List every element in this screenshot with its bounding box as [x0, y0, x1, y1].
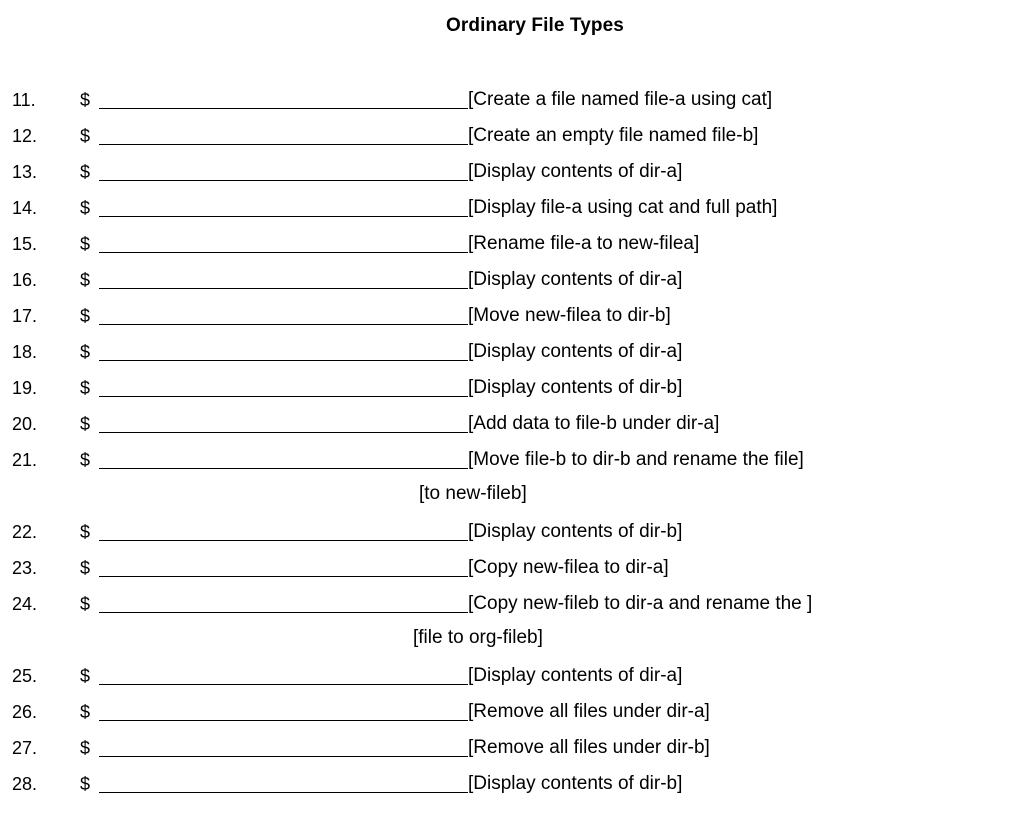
item-description: [Display contents of dir-a] [468, 665, 683, 686]
answer-blank[interactable] [99, 756, 468, 757]
shell-prompt: $ [80, 594, 91, 614]
list-item [0, 588, 1024, 624]
item-number: 26. [12, 702, 38, 722]
answer-blank[interactable] [99, 180, 468, 181]
answer-blank[interactable] [99, 612, 468, 613]
item-number: 12. [12, 126, 38, 146]
shell-prompt: $ [80, 774, 91, 794]
shell-prompt: $ [80, 450, 91, 470]
item-number: 27. [12, 738, 38, 758]
list-item [0, 300, 1024, 336]
answer-blank[interactable] [99, 540, 468, 541]
page-title: Ordinary File Types [446, 15, 624, 36]
item-number: 22. [12, 522, 38, 542]
list-item [0, 336, 1024, 372]
answer-blank[interactable] [99, 324, 468, 325]
item-number: 28. [12, 774, 38, 794]
item-description: [Remove all files under dir-a] [468, 701, 710, 722]
item-number: 16. [12, 270, 38, 290]
answer-blank[interactable] [99, 144, 468, 145]
shell-prompt: $ [80, 738, 91, 758]
list-item [0, 84, 1024, 120]
item-description: [Display contents of dir-a] [468, 341, 683, 362]
list-item [0, 228, 1024, 264]
answer-blank[interactable] [99, 576, 468, 577]
item-description-continuation [0, 480, 1024, 516]
list-item [0, 264, 1024, 300]
item-description: [Display contents of dir-a] [468, 269, 683, 290]
list-item [0, 192, 1024, 228]
worksheet-list [0, 84, 1024, 804]
shell-prompt: $ [80, 378, 91, 398]
answer-blank[interactable] [99, 432, 468, 433]
answer-blank[interactable] [99, 216, 468, 217]
item-number: 15. [12, 234, 38, 254]
answer-blank[interactable] [99, 288, 468, 289]
answer-blank[interactable] [99, 108, 468, 109]
item-number: 20. [12, 414, 38, 434]
answer-blank[interactable] [99, 252, 468, 253]
answer-blank[interactable] [99, 792, 468, 793]
list-item [0, 444, 1024, 480]
item-number: 18. [12, 342, 38, 362]
item-number: 24. [12, 594, 38, 614]
shell-prompt: $ [80, 126, 91, 146]
item-number: 19. [12, 378, 38, 398]
shell-prompt: $ [80, 90, 91, 110]
item-description: [Rename file-a to new-filea] [468, 233, 700, 254]
item-number: 23. [12, 558, 38, 578]
item-number: 21. [12, 450, 38, 470]
shell-prompt: $ [80, 306, 91, 326]
item-description: [Move new-filea to dir-b] [468, 305, 671, 326]
item-number: 11. [12, 90, 36, 110]
item-number: 17. [12, 306, 38, 326]
list-item [0, 768, 1024, 804]
list-item [0, 120, 1024, 156]
shell-prompt: $ [80, 198, 91, 218]
shell-prompt: $ [80, 342, 91, 362]
answer-blank[interactable] [99, 360, 468, 361]
item-description: [Display contents of dir-b] [468, 377, 683, 398]
list-item [0, 696, 1024, 732]
shell-prompt: $ [80, 702, 91, 722]
item-number: 25. [12, 666, 38, 686]
list-item [0, 408, 1024, 444]
list-item [0, 552, 1024, 588]
list-item [0, 372, 1024, 408]
item-description: [Add data to file-b under dir-a] [468, 413, 720, 434]
list-item [0, 156, 1024, 192]
item-description: [Copy new-filea to dir-a] [468, 557, 669, 578]
shell-prompt: $ [80, 414, 91, 434]
item-description: [Create a file named file-a using cat] [468, 89, 773, 110]
answer-blank[interactable] [99, 684, 468, 685]
list-item [0, 516, 1024, 552]
item-description: [Copy new-fileb to dir-a and rename the ] [468, 593, 813, 614]
shell-prompt: $ [80, 666, 91, 686]
answer-blank[interactable] [99, 468, 468, 469]
continuation-text: [file to org-fileb] [413, 627, 543, 648]
shell-prompt: $ [80, 270, 91, 290]
item-description: [Remove all files under dir-b] [468, 737, 710, 758]
item-description: [Move file-b to dir-b and rename the file] [468, 449, 804, 470]
list-item [0, 732, 1024, 768]
item-number: 14. [12, 198, 38, 218]
item-description: [Display contents of dir-a] [468, 161, 683, 182]
item-number: 13. [12, 162, 38, 182]
continuation-text: [to new-fileb] [419, 483, 527, 504]
answer-blank[interactable] [99, 396, 468, 397]
shell-prompt: $ [80, 522, 91, 542]
answer-blank[interactable] [99, 720, 468, 721]
shell-prompt: $ [80, 162, 91, 182]
item-description: [Display contents of dir-b] [468, 521, 683, 542]
item-description: [Display contents of dir-b] [468, 773, 683, 794]
shell-prompt: $ [80, 234, 91, 254]
item-description: [Display file-a using cat and full path] [468, 197, 778, 218]
shell-prompt: $ [80, 558, 91, 578]
item-description-continuation [0, 624, 1024, 660]
item-description: [Create an empty file named file-b] [468, 125, 759, 146]
list-item [0, 660, 1024, 696]
